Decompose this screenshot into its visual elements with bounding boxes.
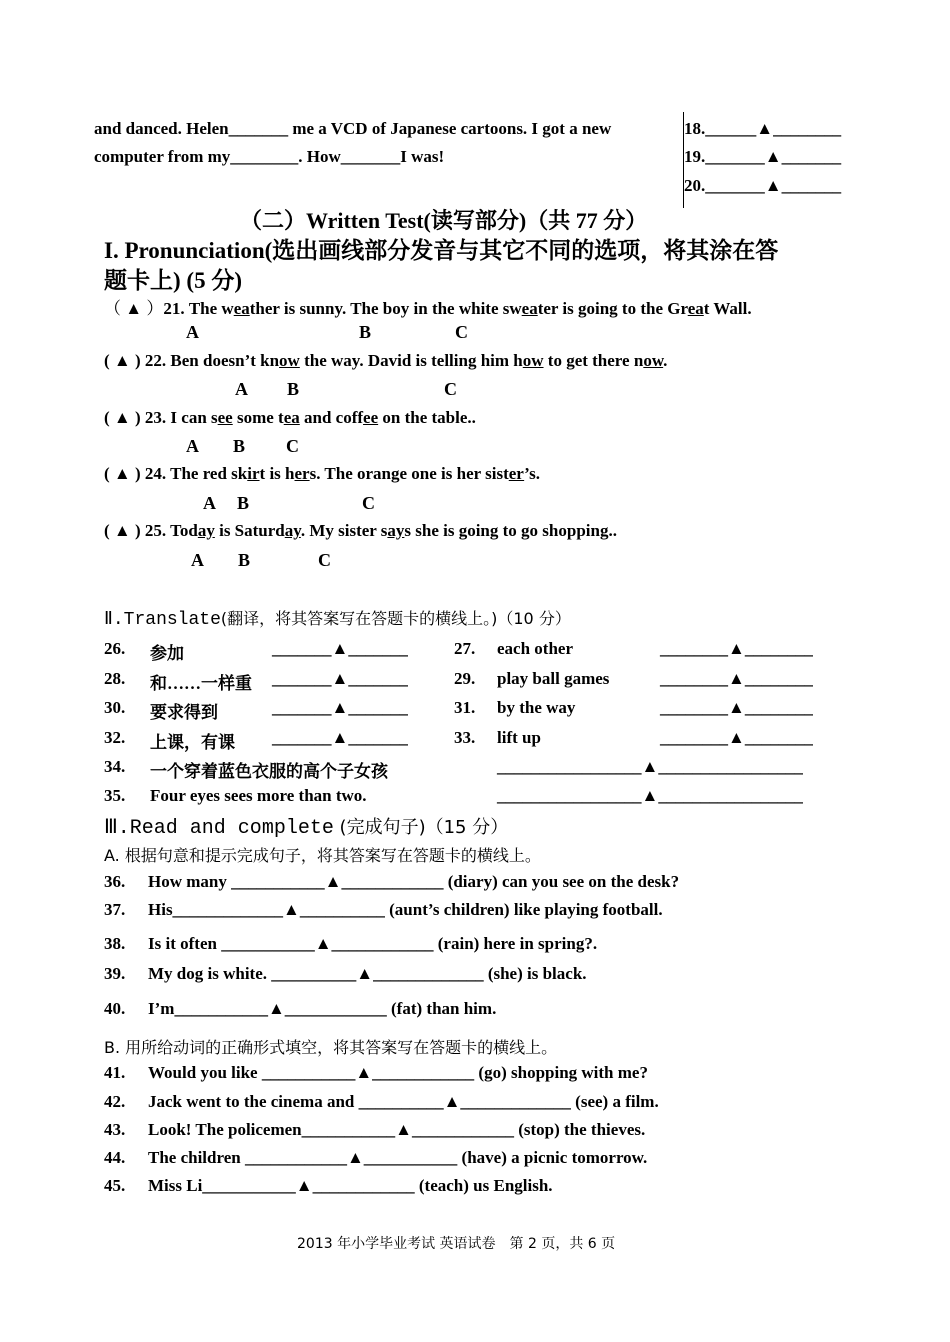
answer-blank-30[interactable]: _______▲_______ xyxy=(272,698,408,717)
answer-blank-27[interactable]: ________▲________ xyxy=(660,639,813,658)
question-25: ( ▲ ) 25. Today is Saturday. My sister says she is going to go shopping.. xyxy=(104,521,617,540)
item-number: 41. xyxy=(104,1063,126,1082)
option-c: C xyxy=(362,493,375,513)
item-number: 43. xyxy=(104,1120,126,1139)
item-text: each other xyxy=(497,639,574,658)
option-c: C xyxy=(286,436,299,456)
answer-blank-33[interactable]: ________▲________ xyxy=(660,728,813,747)
item-text: lift up xyxy=(497,728,541,747)
item-number: 37. xyxy=(104,900,126,919)
option-c: C xyxy=(444,379,457,399)
answer-20[interactable]: 20._______▲_______ xyxy=(684,176,842,195)
question-23: ( ▲ ) 23. I can see some tea and coffee on the table.. xyxy=(104,408,476,427)
fill-sentence-39[interactable]: My dog is white. __________▲_____________ (she) is black. xyxy=(148,964,587,983)
item-text: play ball games xyxy=(497,669,610,688)
answer-blank-26[interactable]: _______▲_______ xyxy=(272,639,408,658)
answer-mark-24[interactable]: ( ▲ ) xyxy=(104,464,141,483)
item-number: 29. xyxy=(454,669,476,688)
answer-mark-21[interactable]: （ ▲ ） xyxy=(104,299,164,318)
item-number: 36. xyxy=(104,872,126,891)
fill-sentence-36[interactable]: How many ___________▲____________ (diary) can you see on the desk? xyxy=(148,872,680,891)
listening-line-1: and danced. Helen_______ me a VCD of Japanese cartoons. I got a new xyxy=(94,119,612,138)
answer-mark-22[interactable]: ( ▲ ) xyxy=(104,351,141,370)
item-text: 要求得到 xyxy=(150,703,218,722)
fill-sentence-45[interactable]: Miss Li___________▲____________ (teach) us English. xyxy=(148,1176,553,1195)
question-24: ( ▲ ) 24. The red skirt is hers. The orange one is her sister’s. xyxy=(104,464,541,483)
pronunciation-title-line-1: I. Pronunciation(选出画线部分发音与其它不同的选项，将其涂在答 xyxy=(104,238,779,263)
option-a: A xyxy=(191,550,204,570)
item-number: 33. xyxy=(454,728,476,747)
answer-blank-29[interactable]: ________▲________ xyxy=(660,669,813,688)
answer-19[interactable]: 19._______▲_______ xyxy=(684,147,842,166)
item-number: 28. xyxy=(104,669,126,688)
answer-18[interactable]: 18.______▲________ xyxy=(684,119,842,138)
fill-sentence-44[interactable]: The children ____________▲___________ (have) a picnic tomorrow. xyxy=(148,1148,648,1167)
item-number: 39. xyxy=(104,964,126,983)
item-text: 参加 xyxy=(150,644,184,663)
translate-title: Ⅱ.Translate(翻译，将其答案写在答题卡的横线上。)（10 分） xyxy=(104,609,571,630)
item-text: 一个穿着蓝色衣服的高个子女孩 xyxy=(150,762,388,781)
item-number: 26. xyxy=(104,639,126,658)
item-text: 上课，有课 xyxy=(150,733,235,752)
part-a-instructions: A. 根据句意和提示完成句子，将其答案写在答题卡的横线上。 xyxy=(104,846,541,865)
option-c: C xyxy=(318,550,331,570)
item-number: 35. xyxy=(104,786,126,805)
answer-blank-34[interactable]: _________________▲_________________ xyxy=(497,757,803,776)
fill-sentence-38[interactable]: Is it often ___________▲____________ (rain) here in spring?. xyxy=(148,934,598,953)
fill-sentence-37[interactable]: His_____________▲__________ (aunt’s children) like playing football. xyxy=(148,900,663,919)
option-b: B xyxy=(233,436,246,456)
item-number: 31. xyxy=(454,698,476,717)
written-test-title: （二）Written Test(读写部分)（共 77 分） xyxy=(240,208,648,233)
fill-sentence-40[interactable]: I’m___________▲____________ (fat) than him. xyxy=(148,999,497,1018)
option-b: B xyxy=(287,379,300,399)
answer-mark-23[interactable]: ( ▲ ) xyxy=(104,408,141,427)
item-text: Four eyes sees more than two. xyxy=(150,786,367,805)
option-b: B xyxy=(238,550,251,570)
option-a: A xyxy=(186,322,199,342)
option-b: B xyxy=(359,322,372,342)
page-footer: 2013 年小学毕业考试 英语试卷 第 2 页，共 6 页 xyxy=(297,1236,616,1252)
option-a: A xyxy=(186,436,199,456)
option-a: A xyxy=(235,379,248,399)
option-b: B xyxy=(237,493,250,513)
part-b-instructions: B. 用所给动词的正确形式填空，将其答案写在答题卡的横线上。 xyxy=(104,1038,558,1057)
fill-sentence-42[interactable]: Jack went to the cinema and __________▲_____________ (see) a film. xyxy=(148,1092,659,1111)
item-number: 30. xyxy=(104,698,126,717)
item-number: 45. xyxy=(104,1176,126,1195)
fill-sentence-43[interactable]: Look! The policemen___________▲____________ (stop) the thieves. xyxy=(148,1120,646,1139)
item-number: 27. xyxy=(454,639,476,658)
question-22: ( ▲ ) 22. Ben doesn’t know the way. David is telling him how to get there now. xyxy=(104,351,668,370)
item-number: 38. xyxy=(104,934,126,953)
answer-blank-32[interactable]: _______▲_______ xyxy=(272,728,408,747)
item-text: 和……一样重 xyxy=(150,674,252,693)
answer-blank-28[interactable]: _______▲_______ xyxy=(272,669,408,688)
item-number: 44. xyxy=(104,1148,126,1167)
read-complete-title: Ⅲ.Read and complete (完成句子)（15 分） xyxy=(104,817,509,840)
item-number: 42. xyxy=(104,1092,126,1111)
option-a: A xyxy=(203,493,216,513)
answer-blank-31[interactable]: ________▲________ xyxy=(660,698,813,717)
item-number: 32. xyxy=(104,728,126,747)
question-21: （ ▲ ）21. The weather is sunny. The boy in the white sweater is going to the Great Wall. xyxy=(104,299,752,318)
answer-blank-35[interactable]: _________________▲_________________ xyxy=(497,786,803,805)
item-number: 40. xyxy=(104,999,126,1018)
listening-line-2: computer from my________. How_______I was! xyxy=(94,147,445,166)
pronunciation-title-line-2: 题卡上) (5 分) xyxy=(104,268,242,293)
item-number: 34. xyxy=(104,757,126,776)
option-c: C xyxy=(455,322,468,342)
answer-mark-25[interactable]: ( ▲ ) xyxy=(104,521,141,540)
fill-sentence-41[interactable]: Would you like ___________▲____________ (go) shopping with me? xyxy=(148,1063,648,1082)
item-text: by the way xyxy=(497,698,576,717)
